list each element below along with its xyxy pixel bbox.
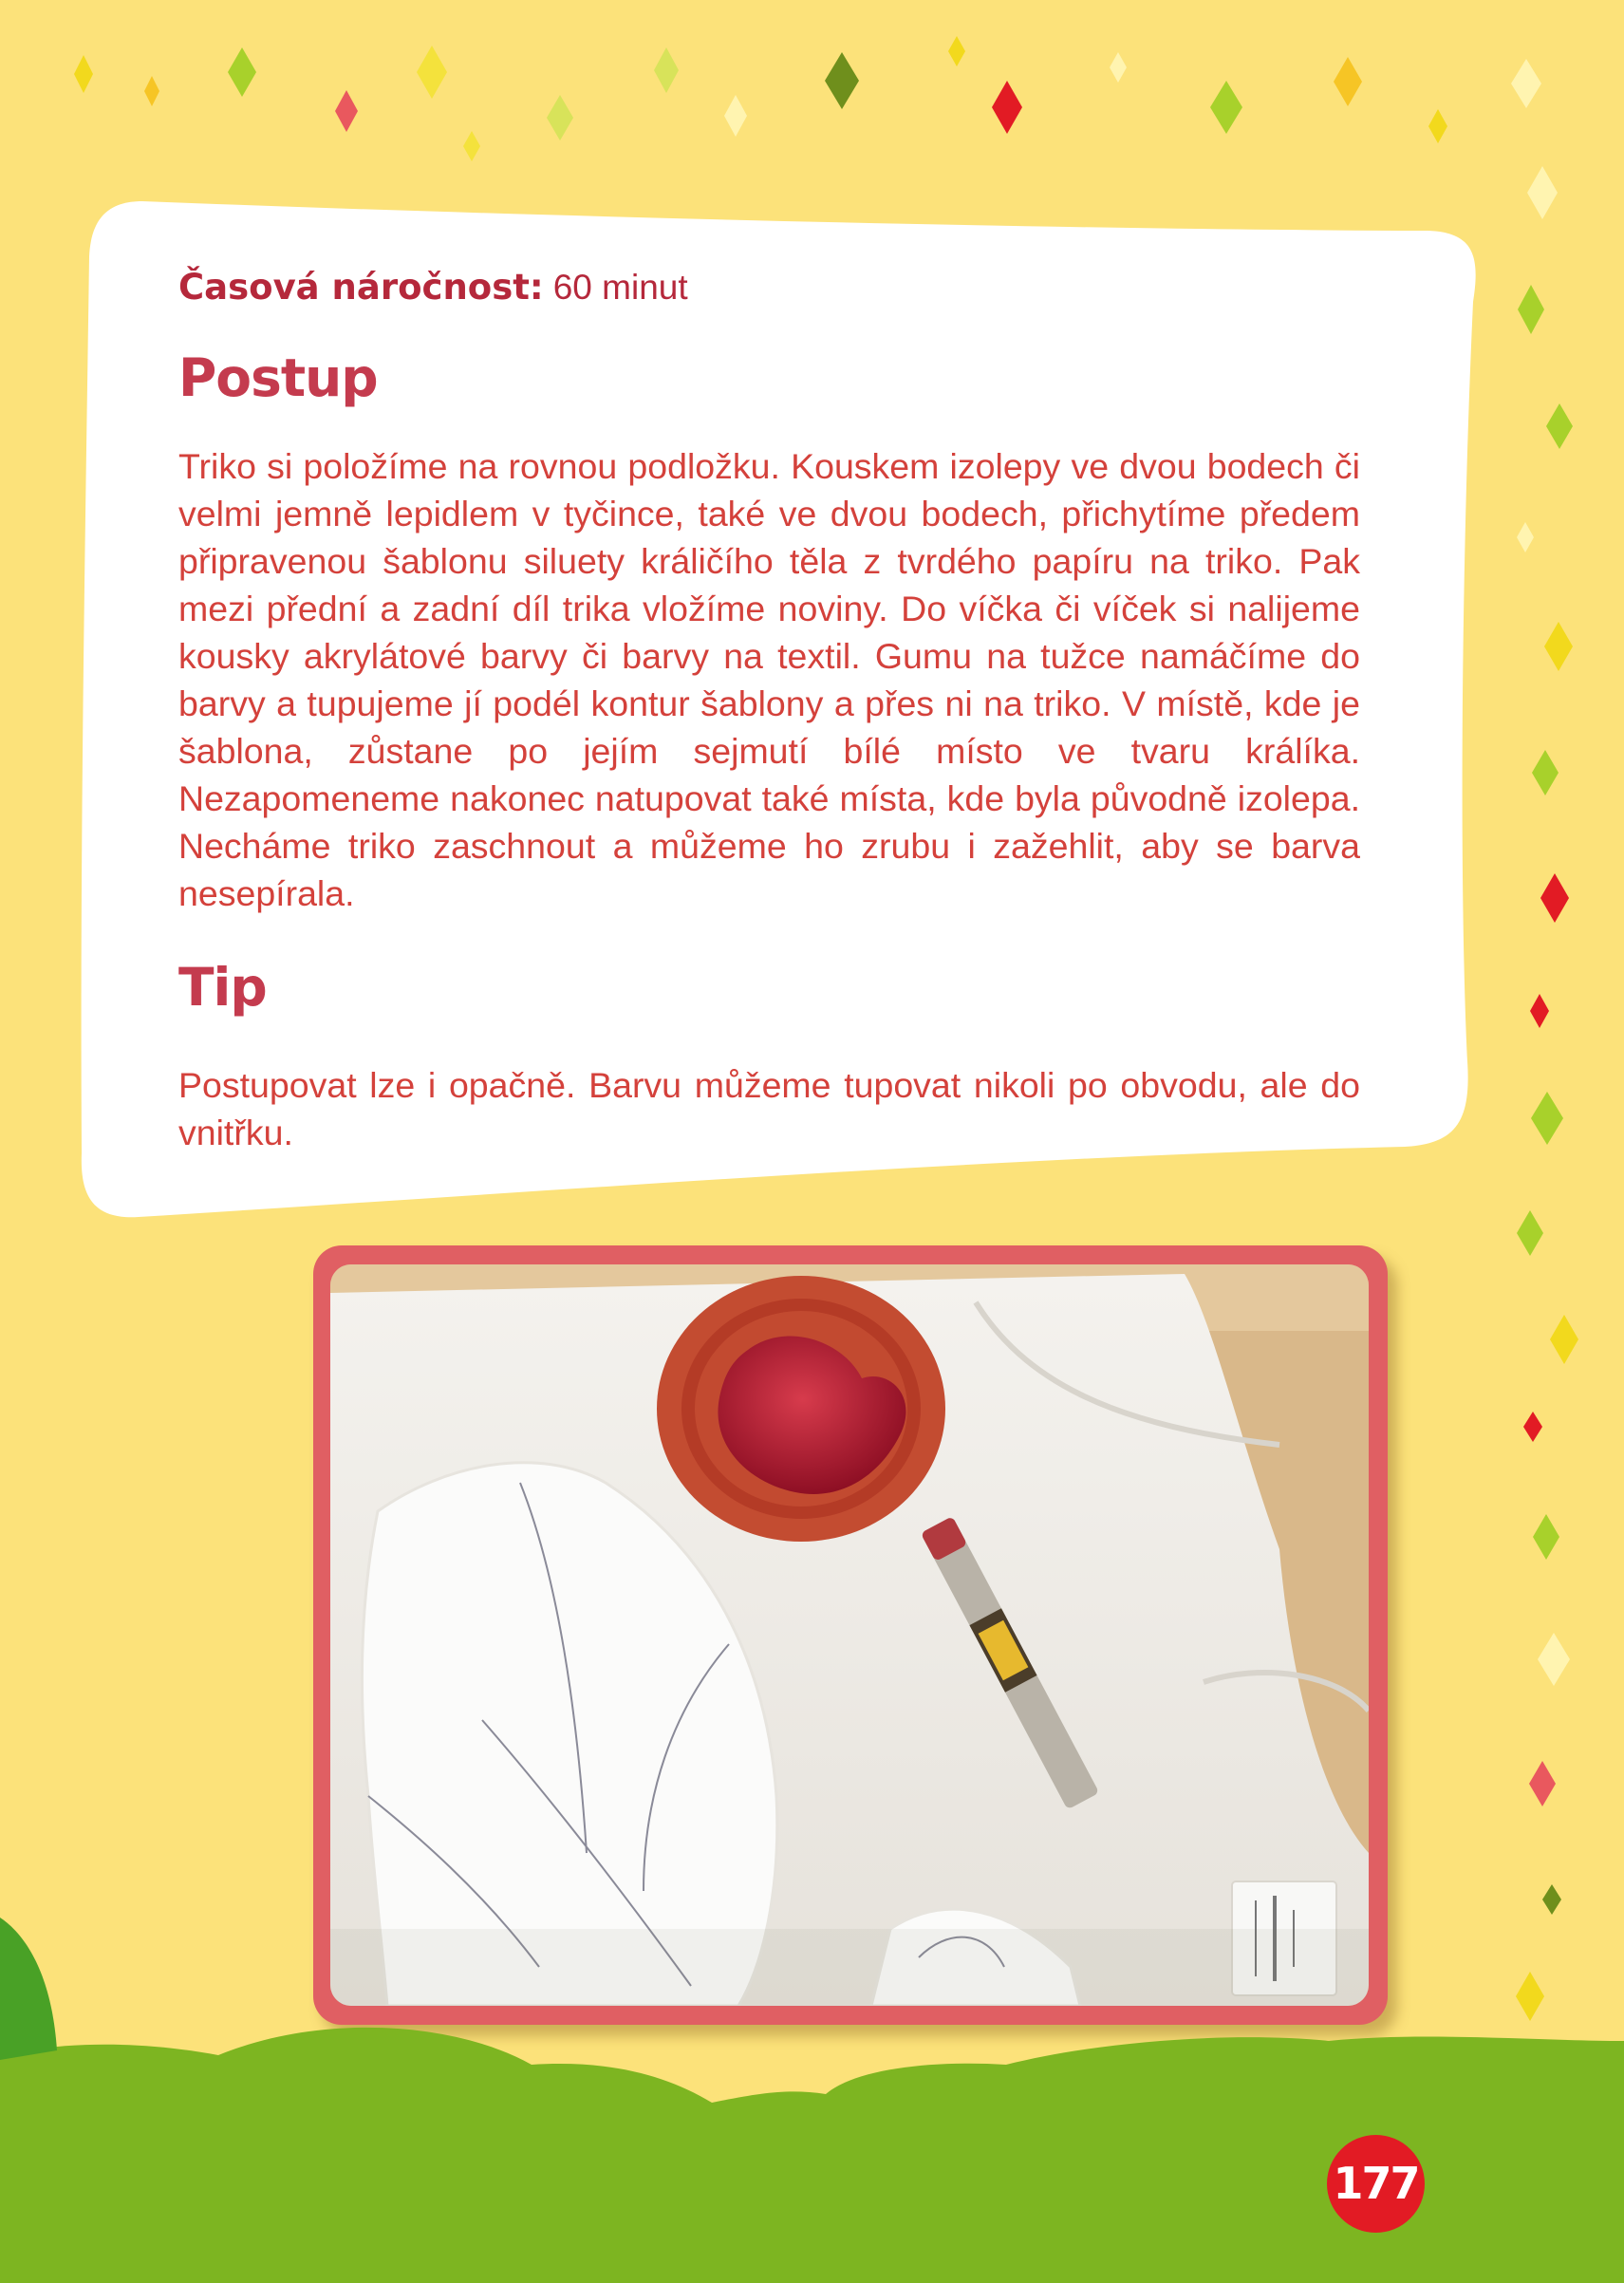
confetti-piece bbox=[1523, 1412, 1542, 1442]
procedure-heading: Postup bbox=[178, 347, 378, 408]
procedure-text: Triko si položíme na rovnou podložku. Kouskem izolepy ve dvou bodech či velmi jemně lepidlem v tyčince, také ve dvou bodech, přichytíme předem připravenou šablonu siluety králičího těla z tvrdého papíru na triko. Pak mezi přední a zadní díl trika vložíme noviny. Do víčka či víček si nalijeme kousky akrylátové barvy či barvy na textil. Gumu na tužce namáčíme do barvy a tupujeme jí podél kontur šablony a přes ni na triko. V místě, kde je šablona, zůstane po jejím sejmutí bílé místo ve tvaru králíka. Nezapomeneme nakonec natupovat také místa, kde byla původně izolepa. Necháme triko zaschnout a můžeme ho zrubu i zažehlit, aby se barva nesepírala. bbox=[178, 446, 1360, 913]
time-value: 60 minut bbox=[552, 268, 688, 307]
tip-heading: Tip bbox=[178, 957, 267, 1018]
page-number-badge: 177 bbox=[1327, 2135, 1425, 2233]
tip-text: Postupovat lze i opačně. Barvu můžeme tupovat nikoli po obvodu, ale do vnitřku. bbox=[178, 1065, 1360, 1152]
confetti-piece bbox=[1533, 1514, 1559, 1560]
instructions bbox=[178, 254, 1360, 1156]
confetti-piece bbox=[1529, 1761, 1556, 1806]
time-label: Časová náročnost: bbox=[178, 267, 544, 308]
time-requirement bbox=[178, 254, 1360, 321]
tshirt-photo bbox=[330, 1264, 1369, 2006]
confetti-piece bbox=[1538, 1633, 1570, 1686]
confetti-piece bbox=[1550, 1315, 1578, 1364]
